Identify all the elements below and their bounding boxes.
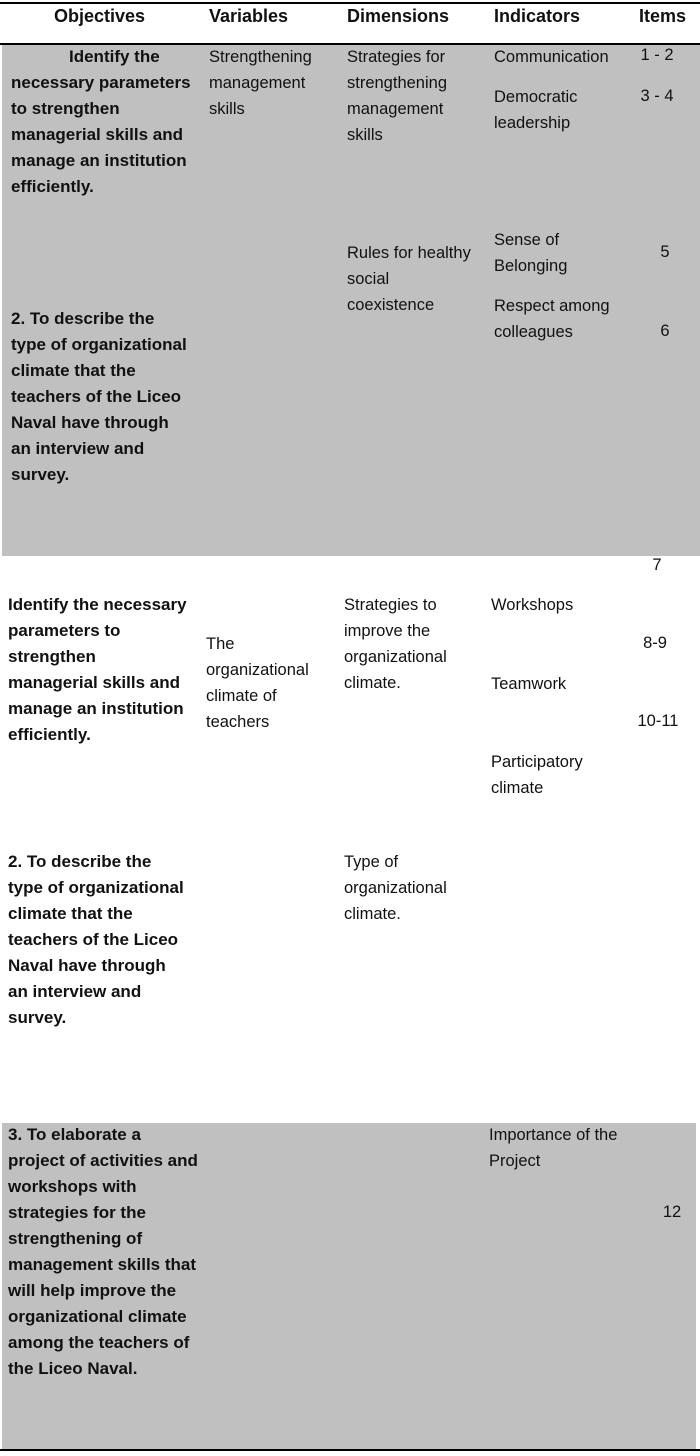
- header-dimensions: Dimensions: [347, 6, 450, 26]
- table-top-border: [0, 2, 700, 4]
- section1-objective-a: Identify the necessary parameters to strengthen managerial skills and manage an institution efficiently.: [11, 47, 191, 196]
- section1-item-1: 1 - 2: [640, 46, 674, 64]
- section2-item-1: 8-9: [643, 634, 667, 652]
- section1-item-3: 5: [660, 243, 670, 261]
- section3-item: 12: [662, 1203, 682, 1221]
- section2-indicator-1: Workshops: [491, 596, 574, 614]
- section2-indicator-2: Teamwork: [491, 675, 567, 693]
- section2-variable: The organizational climate of teachers: [206, 635, 309, 731]
- header-indicators: Indicators: [494, 6, 581, 26]
- section1-indicator-4: Respect among colleagues: [494, 297, 610, 341]
- header-items: Items: [639, 6, 687, 26]
- header-objectives: Objectives: [54, 6, 146, 26]
- section2-dimension-1: Strategies to improve the organizational climate.: [344, 596, 447, 692]
- section1-dimension-1: Strategies for strengthening management skills: [347, 48, 447, 144]
- section2-dimension-2: Type of organizational climate.: [344, 853, 447, 923]
- section3-objective: 3. To elaborate a project of activities and workshops with strategies for the strengthening of management skills that will help improve the organizational climate among the teachers of the Liceo Naval.: [8, 1125, 198, 1378]
- section3-indicator: Importance of the Project: [489, 1126, 618, 1170]
- section2-objective-a: Identify the necessary parameters to strengthen managerial skills and manage an institution efficiently.: [8, 595, 187, 744]
- section2-item-2: 10-11: [637, 712, 679, 730]
- section1-indicator-1: Communication: [494, 48, 609, 66]
- section1-objective-b: 2. To describe the type of organizational climate that the teachers of the Liceo Naval have through an interview and survey.: [11, 309, 187, 484]
- header-variables: Variables: [209, 6, 289, 26]
- section2-indicator-3: Participatory climate: [491, 753, 583, 797]
- section1-variable: Strengthening management skills: [209, 48, 312, 118]
- section2-item-top: 7: [652, 556, 662, 574]
- section1-indicator-2: Democratic leadership: [494, 88, 578, 132]
- table-bottom-border: [0, 1449, 700, 1451]
- section1-item-4: 6: [660, 322, 670, 340]
- section2-objective-b: 2. To describe the type of organizational climate that the teachers of the Liceo Naval have through an interview and survey.: [8, 852, 184, 1027]
- section1-item-2: 3 - 4: [640, 87, 674, 105]
- section1-dimension-2: Rules for healthy social coexistence: [347, 244, 471, 314]
- section1-indicator-3: Sense of Belonging: [494, 231, 568, 275]
